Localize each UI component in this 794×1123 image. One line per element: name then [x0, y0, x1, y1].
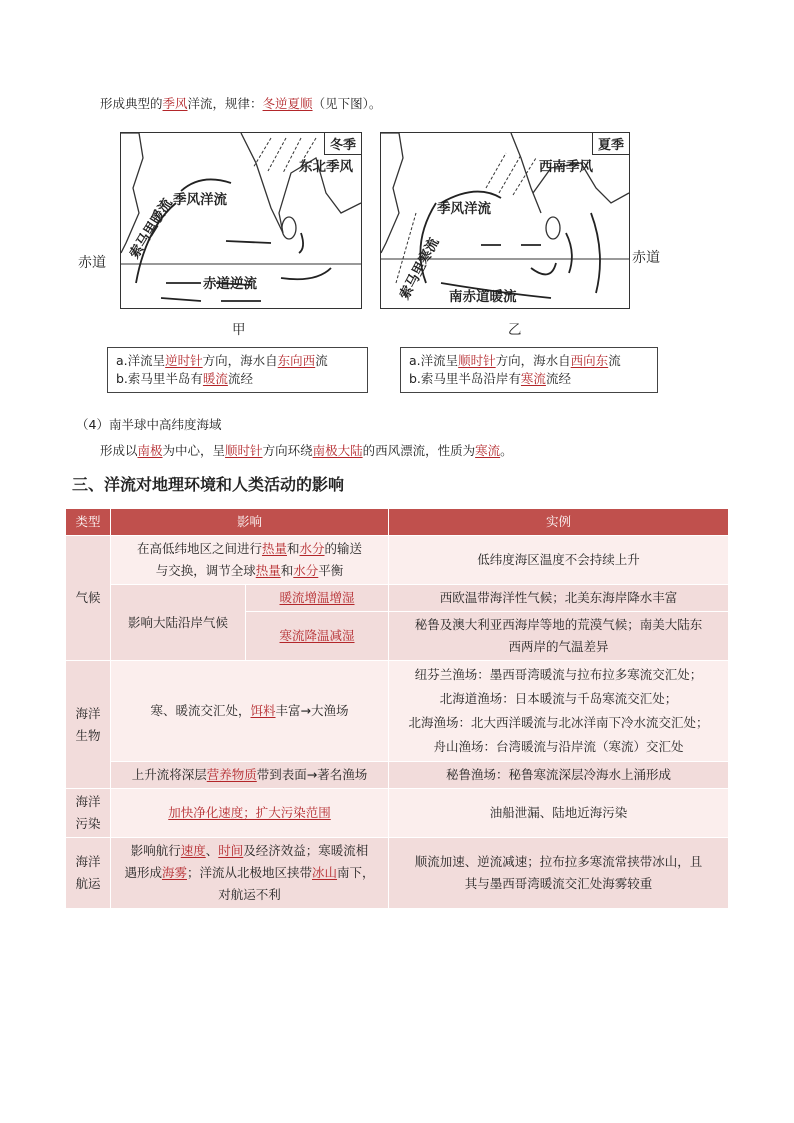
note-summer-line-a: a.洋流呈顺时针方向，海水自西向东流	[409, 353, 621, 368]
bio-effect-2: 上升流将深层营养物质带到表面→著名渔场	[111, 762, 389, 789]
climate-effect-1: 在高低纬地区之间进行热量和水分的输送 与交换，调节全球热量和水分平衡	[111, 536, 389, 585]
type-biology: 海洋 生物	[66, 661, 111, 789]
equator-label-left: 赤道	[78, 255, 106, 271]
impact-table	[65, 508, 729, 909]
table-row	[66, 762, 729, 789]
current-label-somali-warm: 索马里暖流	[126, 195, 176, 262]
type-shipping: 海洋 航运	[66, 838, 111, 909]
table-header-row	[66, 509, 729, 536]
header-example: 实例	[389, 509, 729, 536]
keyword-clockwise: 顺时针	[458, 353, 496, 368]
climate-coastal-label: 影响大陆沿岸气候	[111, 585, 246, 661]
current-label-counter: 赤道逆流	[203, 276, 257, 292]
shipping-example: 顺流加速、逆流减速；拉布拉多寒流常挟带冰山，且 其与墨西哥湾暖流交汇处海雾较重	[389, 838, 729, 909]
section-heading: 三、洋流对地理环境和人类活动的影响	[72, 475, 345, 494]
keyword-warm: 暖流	[202, 371, 228, 386]
intro-prefix: 形成典型的	[100, 96, 163, 111]
intro-keyword-monsoon: 季风	[162, 96, 188, 111]
keyword-clockwise-2: 顺时针	[225, 443, 263, 458]
current-label-monsoon-left: 季风洋流	[173, 192, 227, 208]
wind-label-sw: 西南季风	[539, 159, 593, 175]
wind-label-ne: 东北季风	[299, 159, 353, 175]
section4-paragraph: 形成以南极为中心，呈顺时针方向环绕南极大陆的西风漂流，性质为寒流。	[100, 443, 513, 458]
climate-warm-example: 西欧温带海洋性气候；北美东海岸降水丰富	[389, 585, 729, 612]
section4-title: （4）南半球中高纬度海域	[76, 417, 222, 432]
island-srilanka	[546, 217, 560, 239]
note-winter-line-a: a.洋流呈逆时针方向，海水自东向西流	[116, 353, 328, 368]
climate-cold-effect: 寒流降温减湿	[246, 612, 389, 661]
note-winter-line-b: b.索马里半岛有暖流流经	[116, 371, 253, 386]
equator-label-right: 赤道	[632, 250, 660, 266]
header-type: 类型	[66, 509, 111, 536]
intro-suffix: （见下图）。	[312, 96, 382, 111]
island-srilanka	[282, 217, 296, 239]
map-caption-left: 甲	[232, 322, 246, 338]
climate-warm-effect: 暖流增温增湿	[246, 585, 389, 612]
intro-keyword-rule: 冬逆夏顺	[262, 96, 313, 111]
keyword-antarctic: 南极	[137, 443, 163, 458]
note-winter	[107, 347, 368, 393]
type-climate: 气候	[66, 536, 111, 661]
map-winter	[120, 132, 362, 309]
keyword-east-to-west: 东向西	[277, 353, 316, 368]
note-summer-line-b: b.索马里半岛沿岸有寒流流经	[409, 371, 571, 386]
intro-line	[100, 95, 381, 113]
header-impact: 影响	[111, 509, 389, 536]
shipping-effect: 影响航行速度、时间及经济效益；寒暖流相 遇形成海雾；洋流从北极地区挟带冰山南下， 对航运不利	[111, 838, 389, 909]
coastline-africa	[381, 133, 403, 253]
map-summer	[380, 132, 630, 309]
pollution-example: 油船泄漏、陆地近海污染	[389, 789, 729, 838]
climate-cold-example: 秘鲁及澳大利亚西海岸等地的荒漠气候；南美大陆东 西两岸的气温差异	[389, 612, 729, 661]
table-row	[66, 838, 729, 909]
current-label-somali-cold: 索马里寒流	[396, 235, 443, 303]
table-row	[66, 536, 729, 585]
current-label-south-equatorial: 南赤道暖流	[449, 289, 517, 305]
table-row	[66, 789, 729, 838]
intro-mid: 洋流，规律：	[187, 96, 263, 111]
current-label-monsoon-right: 季风洋流	[437, 201, 491, 217]
note-summer	[400, 347, 658, 393]
table-row	[66, 585, 729, 612]
table-row	[66, 661, 729, 762]
bio-example-2: 秘鲁渔场：秘鲁寒流深层冷海水上涌形成	[389, 762, 729, 789]
keyword-antarctica: 南极大陆	[312, 443, 363, 458]
season-winter: 冬季	[324, 133, 361, 155]
climate-example-1: 低纬度海区温度不会持续上升	[389, 536, 729, 585]
keyword-cold: 寒流	[520, 371, 546, 386]
bio-example-1: 纽芬兰渔场：墨西哥湾暖流与拉布拉多寒流交汇处； 北海道渔场：日本暖流与千岛寒流交汇处； 北海渔场：北大西洋暖流与北冰洋南下冷水流交汇处； 舟山渔场：台湾暖流与沿岸流（寒流）交汇处	[389, 661, 729, 762]
keyword-cold-current: 寒流	[475, 443, 501, 458]
keyword-counterclockwise: 逆时针	[165, 353, 203, 368]
type-pollution: 海洋 污染	[66, 789, 111, 838]
season-summer: 夏季	[592, 133, 629, 155]
bio-effect-1: 寒、暖流交汇处，饵料丰富→大渔场	[111, 661, 389, 762]
map-caption-right: 乙	[508, 322, 522, 338]
keyword-west-to-east: 西向东	[570, 353, 609, 368]
pollution-effect: 加快净化速度；扩大污染范围	[111, 789, 389, 838]
